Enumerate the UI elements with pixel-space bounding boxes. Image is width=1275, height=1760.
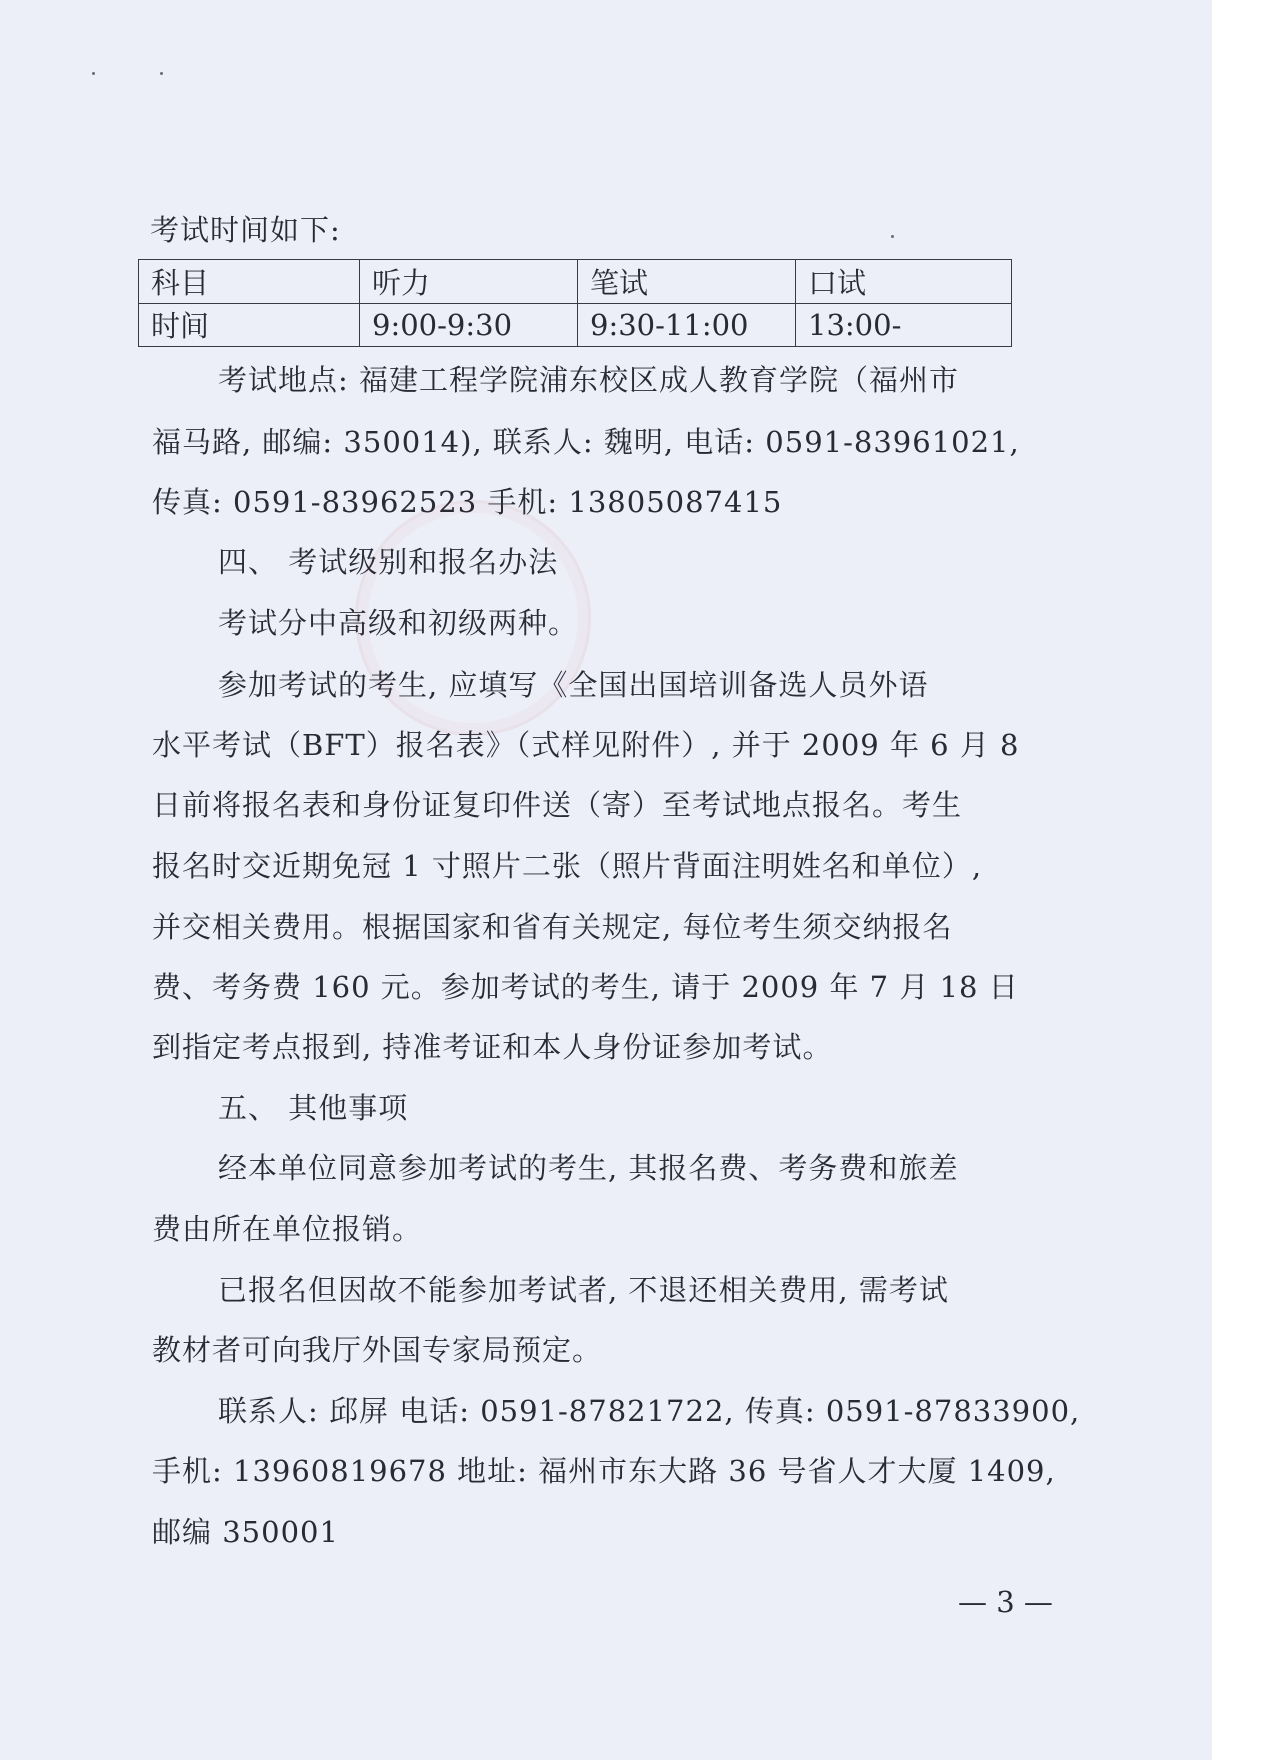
table-cell: 13:00- [796, 303, 1012, 347]
table-cell: 9:00-9:30 [360, 303, 578, 347]
table-header-cell: 口试 [796, 260, 1012, 304]
page-number: — 3 — [958, 1585, 1053, 1619]
table-header-cell: 听力 [360, 260, 578, 304]
scan-speck [160, 72, 163, 75]
table-cell: 9:30-11:00 [578, 303, 796, 347]
table-row [139, 303, 1012, 347]
scan-speck [92, 72, 95, 75]
table-header-cell: 笔试 [578, 260, 796, 304]
scan-speck [891, 235, 894, 238]
document-page: 考试时间如下: 科目 听力 笔试 口试 时间 9:00-9:30 9:30-11:00 13:00- 考试地点: 福建工程学院浦东校区成人教育学院（福州市 福马路, 邮编: 350014), 联系人: 魏明, 电话: 0591-83961021, 传真: 0591-83962523 手机: 13805087415 四、 考试级别和报名办法 考试分中高级和初级两种。 参加考试的考生, 应填写《全国出国培训备选人员外语 水平考试（BFT）报名表》（式样见附件）, 并于 2009 年 6 月 8 日前将报名表和身份证复印件送（寄）至考试地点报名。考生 报名时交近期免冠 1 寸照片二张（照片背面注明姓名和单位）, 并交相关费用。根据国家和省有关规定, 每位考生须交纳报名 费、考务费 160 元。参加考试的考生, 请于 2009 年 7 月 18 日 到指定考点报到, 持准考证和本人身份证参加考试。 五、 其他事项 经本单位同意参加考试的考生, 其报名费、考务费和旅差 费由所在单位报销。 已报名但因故不能参加考试者, 不退还相关费用, 需考试 教材者可向我厅外国专家局预定。 联系人: 邱屏 电话: 0591-87821722, 传真: 0591-87833900, 手机: 13960819678 地址: 福州市东大路 36 号省人才大厦 1409, 邮编 350001 — 3 — [0, 0, 1212, 1760]
exam-schedule-table [138, 259, 1012, 347]
scan-margin [1212, 0, 1275, 1760]
table-header-row [139, 260, 1012, 304]
table-cell: 时间 [139, 303, 360, 347]
table-header-cell: 科目 [139, 260, 360, 304]
